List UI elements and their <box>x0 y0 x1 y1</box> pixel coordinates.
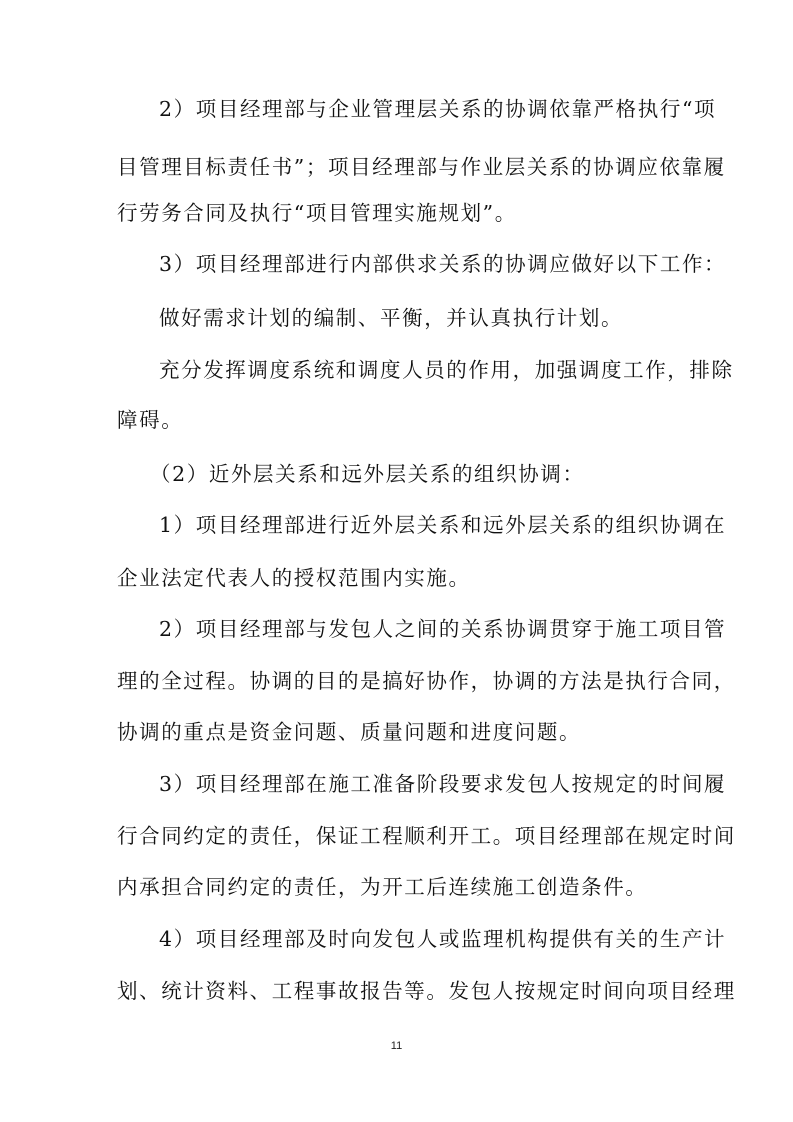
text-line: 划、统计资料、工程事故报告等。发包人按规定时间向项目经理 <box>117 979 736 1003</box>
page-number: 11 <box>390 1040 403 1052</box>
text-line: 内承担合同约定的责任，为开工后连续施工创造条件。 <box>117 875 648 899</box>
text-line: 2）项目经理部与企业管理层关系的协调依靠严格执行“项 <box>159 97 717 121</box>
text-line: 行合同约定的责任，保证工程顺利开工。项目经理部在规定时间 <box>117 824 736 848</box>
text-line: 做好需求计划的编制、平衡，并认真执行计划。 <box>159 306 624 330</box>
text-line: 4）项目经理部及时向发包人或监理机构提供有关的生产计 <box>159 927 727 951</box>
text-line: 障碍。 <box>117 408 184 432</box>
text-line: 协调的重点是资金问题、质量问题和进度问题。 <box>117 720 582 744</box>
text-line: 3）项目经理部在施工准备阶段要求发包人按规定的时间履 <box>159 772 727 796</box>
section-heading: （2）近外层关系和远外层关系的组织协调： <box>150 462 585 486</box>
text-line: 1）项目经理部进行近外层关系和远外层关系的组织协调在 <box>159 513 727 537</box>
text-line: 企业法定代表人的授权范围内实施。 <box>117 566 471 590</box>
text-line: 行劳务合同及执行“项目管理实施规划”。 <box>117 201 517 225</box>
text-line: 3）项目经理部进行内部供求关系的协调应做好以下工作： <box>159 252 727 276</box>
text-line: 目管理目标责任书”；项目经理部与作业层关系的协调应依靠履 <box>117 155 726 179</box>
text-line: 2）项目经理部与发包人之间的关系协调贯穿于施工项目管 <box>159 617 727 641</box>
text-line: 充分发挥调度系统和调度人员的作用，加强调度工作，排除 <box>159 358 734 382</box>
text-line: 理的全过程。协调的目的是搞好协作，协调的方法是执行合同， <box>117 669 736 693</box>
